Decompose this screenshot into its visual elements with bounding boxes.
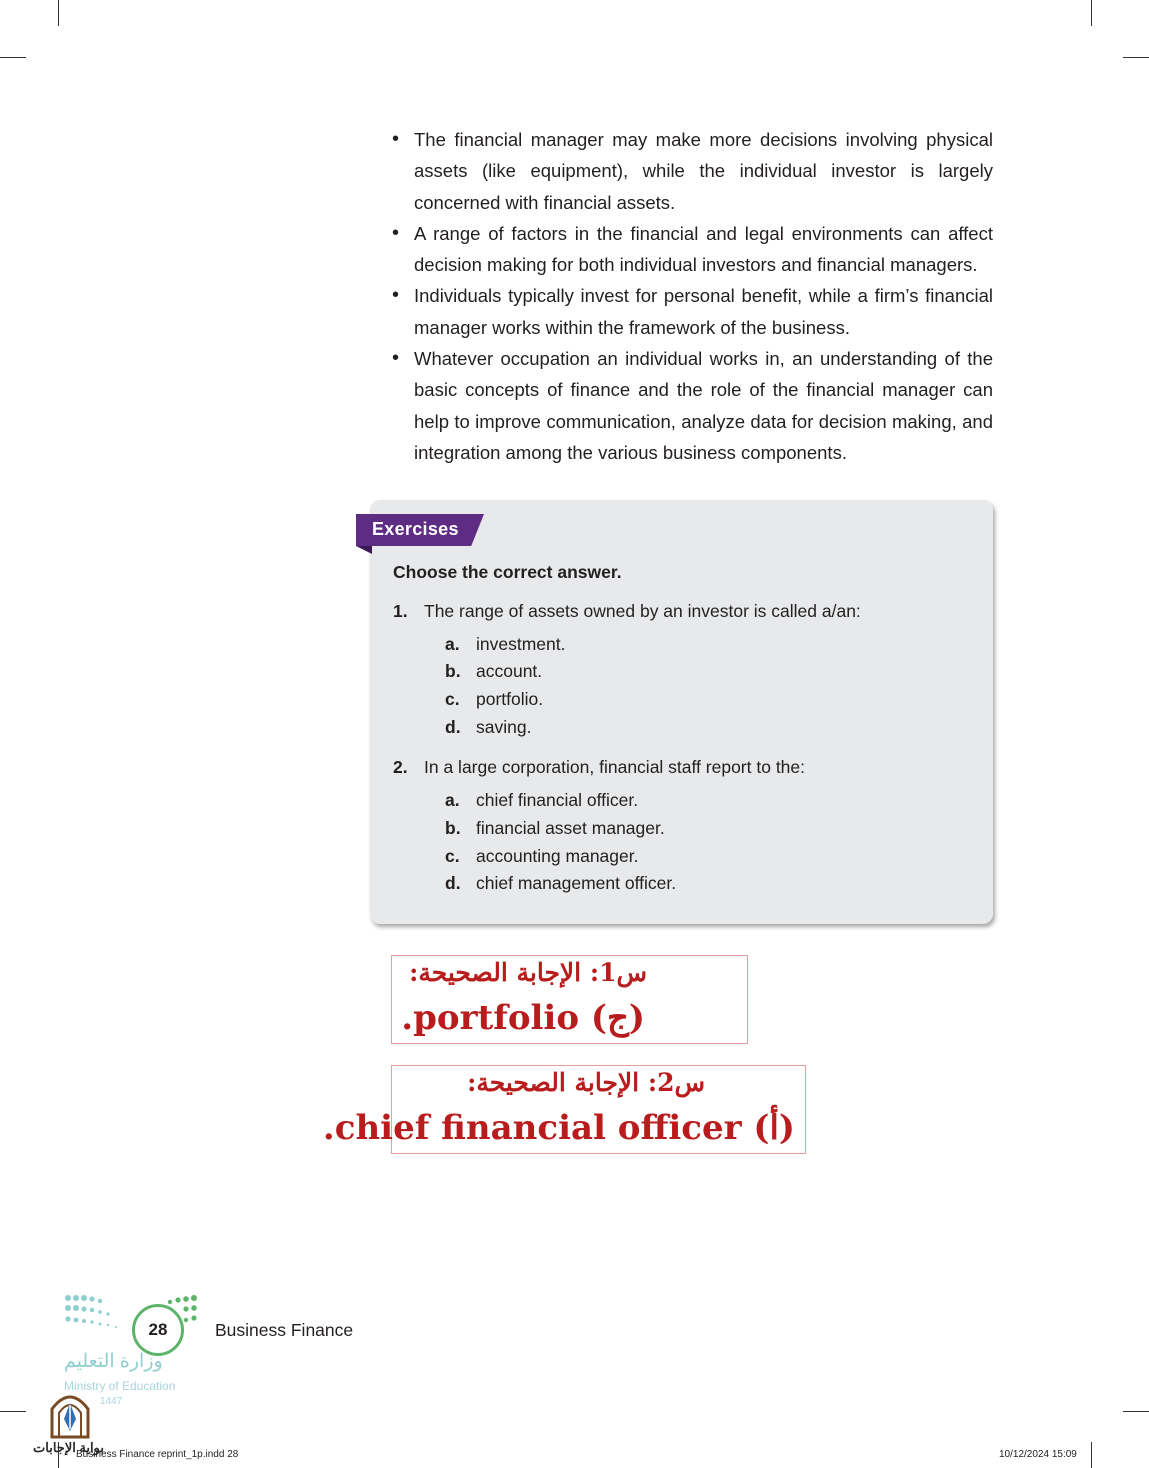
option-1b (445, 661, 542, 682)
ministry-name-english: Ministry of Education (64, 1379, 176, 1393)
question-1 (393, 601, 861, 622)
slug-date: 10/12/2024 15:09 (999, 1449, 1077, 1460)
bullet-item: • Whatever occupation an individual works in, an understanding of the basic concepts of finance and the role of the financial manager can help to improve communication, analyze data for decision making, and integration among the various business components. (392, 343, 993, 468)
exercise-instruction: Choose the correct answer. (393, 562, 622, 582)
crop-mark (1091, 0, 1092, 26)
option-text: financial asset manager. (476, 818, 665, 838)
option-1a (445, 634, 565, 655)
option-1d (445, 717, 531, 738)
crop-mark (0, 57, 26, 58)
question-number: 2. (393, 757, 408, 777)
option-letter: c. (445, 689, 460, 709)
site-logo-icon (40, 1387, 100, 1439)
crop-mark (1091, 1442, 1092, 1468)
option-text: investment. (476, 634, 566, 654)
option-letter: d. (445, 873, 461, 893)
option-2b (445, 818, 665, 839)
option-text: chief management officer. (476, 873, 677, 893)
option-letter: c. (445, 846, 460, 866)
crop-mark (0, 1411, 26, 1412)
answer-text: (أ) chief financial officer. (322, 1108, 795, 1148)
answer-heading: س1: الإجابة الصحيحة: (409, 958, 647, 987)
question-2 (393, 757, 805, 778)
bullet-item: • A range of factors in the financial and legal environments can affect decision making for both individual investors and financial managers. (392, 218, 993, 281)
page-number: 28 (132, 1304, 184, 1356)
answer-box-2 (322, 1065, 806, 1154)
exercises-tab-label: Exercises (372, 519, 459, 539)
crop-mark (58, 0, 59, 26)
option-text: account. (476, 661, 543, 681)
option-text: portfolio. (476, 689, 544, 709)
exercises-tab-fold (356, 546, 372, 554)
question-number: 1. (393, 601, 408, 621)
option-letter: a. (445, 634, 460, 654)
bullet-item: • The financial manager may make more decisions involving physical assets (like equipment), while the individual investor is largely concerned with financial assets. (392, 124, 993, 218)
crop-mark (1123, 57, 1149, 58)
answer-box-1 (391, 955, 748, 1044)
question-text: The range of assets owned by an investor is called a/an: (424, 601, 861, 621)
option-text: accounting manager. (476, 846, 639, 866)
question-text: In a large corporation, financial staff report to the: (424, 757, 806, 777)
answer-text: (ج) portfolio. (401, 998, 645, 1038)
crop-mark (1123, 1411, 1149, 1412)
ministry-name-arabic: وزارة التعليم (64, 1351, 163, 1372)
book-title: Business Finance (215, 1320, 354, 1340)
option-letter: b. (445, 661, 461, 681)
option-2c (445, 846, 638, 867)
option-letter: a. (445, 790, 460, 810)
option-letter: d. (445, 717, 461, 737)
bullet-item: • Individuals typically invest for personal benefit, while a firm’s financial manager works within the framework of the business. (392, 280, 993, 343)
option-letter: b. (445, 818, 461, 838)
option-text: saving. (476, 717, 532, 737)
option-2d (445, 873, 676, 894)
option-2a (445, 790, 638, 811)
slug-file-name: Business Finance reprint_1p.indd 28 (76, 1449, 239, 1460)
summary-bullet-list (392, 124, 993, 468)
option-text: chief financial officer. (476, 790, 639, 810)
option-1c (445, 689, 543, 710)
site-label: بوابة الإجابات (33, 1440, 104, 1455)
answer-heading: س2: الإجابة الصحيحة: (467, 1068, 705, 1097)
ministry-year: 1447 (100, 1396, 123, 1407)
